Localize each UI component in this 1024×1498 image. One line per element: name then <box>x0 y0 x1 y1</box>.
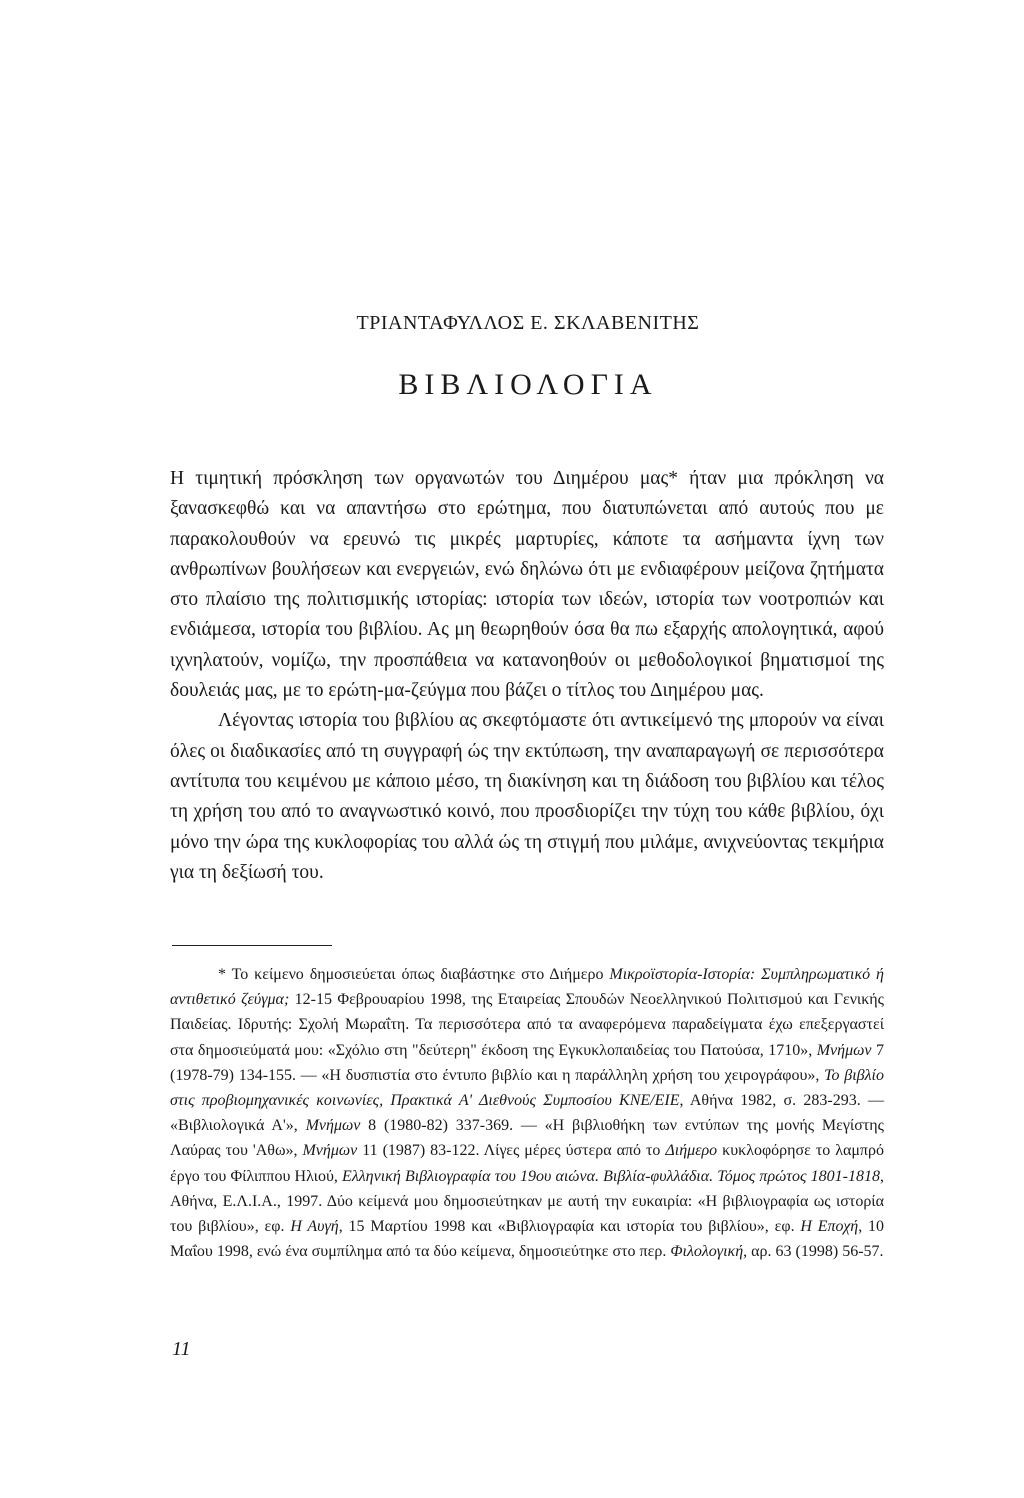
footnote-italic-segment: Η Εποχή <box>800 1218 859 1236</box>
footnote-segment: 8 (1980-82) 337-369. — «Η βιβλιοθήκη των εντύπων της μονής Μεγίστης Λαύρας του 'Αθω», <box>170 1117 884 1160</box>
footnote-segment: , 15 Μαρτίου 1998 και «Βιβλιογραφία και ιστορία του βιβλίου», εφ. <box>338 1218 801 1236</box>
footnote-segment: 7 (1978-79) 134-155. — «Η δυσπιστία στο έντυπο βιβλίο και η παράλληλη χρήση του χειρογράφου», <box>170 1041 884 1084</box>
footnote-segment: , 10 Μαΐου 1998, ενώ ένα συμπίλημα από τα δύο κείμενα, δημοσιεύτηκε στο περ. <box>170 1218 885 1261</box>
page-number: 11 <box>172 1338 191 1360</box>
footnote-italic-segment: Μικροϊστορία-Ιστορία: Συμπληρωματικό ή αντιθετικό ζεύγμα; <box>170 966 884 1009</box>
footnote-italic-segment: Η Αυγή <box>290 1218 339 1236</box>
footnote-text <box>170 966 884 1260</box>
footnote-italic-segment: Φιλολογική <box>670 1243 744 1261</box>
footnote-separator <box>172 945 332 946</box>
paragraph-1: Η τιμητική πρόσκληση των οργανωτών του Διημέρου μας* ήταν μια πρόκληση να ξανασκεφθώ και να απαντήσω στο ερώτημα, που διατυπώνεται από αυτούς που με παρακολουθούν να ερευνώ τις μικρές μαρτυρίες, κάποτε τα ασήμαντα ίχνη των ανθρωπίνων βουλήσεων και ενεργειών, ενώ δηλώνω ότι με ενδιαφέρουν μείζονα ζητήματα στο πλαίσιο της πολιτισμικής ιστορίας: ιστορία των ιδεών, ιστορία των νοοτροπιών και ενδιάμεσα, ιστορία του βιβλίου. Ας μη θεωρηθούν όσα θα πω εξαρχής απολογητικά, αφού ιχνηλατούν, νομίζω, την προσπάθεια να κατανοηθούν οι μεθοδολογικοί βηματισμοί της δουλειάς μας, με το ερώτη-μα-ζεύγμα που βάζει ο τίτλος του Διημέρου μας. <box>170 468 884 702</box>
footnote-italic-segment: Ελληνική Βιβλιογραφία του 19ου αιώνα. Βιβλία-φυλλάδια. Τόμος πρώτος 1801-1818 <box>342 1167 880 1185</box>
footnote-segment: 12-15 Φεβρουαρίου 1998, της Εταιρείας Σπουδών Νεοελληνικού Πολιτισμού και Γενικής Παιδείας. Ιδρυτής: Σχολή Μωραΐτη. Τα περισσότερα από τα αναφερόμενα παραδείγματα έχω επεξεργαστεί στα δημοσιεύματά μου: «Σχόλιο στη "δεύτερη" έκδοση της Εγκυκλοπαιδείας του Πατούσα, 1710», <box>170 991 884 1059</box>
footnote-italic-segment: Μνήμων <box>816 1041 872 1059</box>
footnote-marker: * <box>218 966 226 983</box>
footnote <box>170 962 884 1264</box>
footnote-segment: , Αθήνα 1982, σ. 283-293. — «Βιβλιολογικά Α'», <box>170 1092 884 1135</box>
footnote-segment: , Αθήνα, Ε.Λ.Ι.Α., 1997. Δύο κείμενά μου δημοσιεύτηκαν με αυτή την ευκαιρία: «Η βιβλιογραφία ως ιστορία του βιβλίου», εφ. <box>170 1167 884 1236</box>
footnote-italic-segment: Μνήμων <box>305 1117 361 1135</box>
footnote-segment: Το κείμενο δημοσιεύεται όπως διαβάστηκε στο Διήμερο <box>226 966 610 983</box>
main-text <box>170 464 884 888</box>
chapter-title: ΒΙΒΛΙΟΛΟΓΙΑ <box>398 368 658 401</box>
footnote-segment: κυκλοφόρησε το λαμπρό έργο του Φίλιππου Ηλιού, <box>170 1142 884 1185</box>
footnote-segment: , αρ. 63 (1998) 56-57. <box>743 1243 884 1261</box>
author-name: ΤΡΙΑΝΤΑΦΥΛΛΟΣ Ε. ΣΚΛΑΒΕΝΙΤΗΣ <box>356 312 700 334</box>
footnote-italic-segment: Το βιβλίο στις προβιομηχανικές κοινωνίες, Πρακτικά Α' Διεθνούς Συμποσίου ΚΝΕ/ΕΙΕ <box>170 1066 885 1110</box>
footnote-segment: 11 (1987) 83-122. Λίγες μέρες ύστερα από το <box>357 1142 666 1160</box>
footnote-italic-segment: Διήμερο <box>665 1142 718 1160</box>
footnote-italic-segment: Μνήμων <box>302 1142 358 1160</box>
paragraph-2: Λέγοντας ιστορία του βιβλίου ας σκεφτόμαστε ότι αντικείμενό της μπορούν να είναι όλες οι διαδικασίες από τη συγγραφή ώς την εκτύπωση, την αναπαραγωγή σε περισσότερα αντίτυπα του κειμένου με κάποιο μέσο, τη διακίνηση και τη διάδοση του βιβλίου και τέλος τη χρήση του από το αναγνωστικό κοινό, που προσδιορίζει την τύχη του κάθε βιβλίου, όχι μόνο την ώρα της κυκλοφορίας του αλλά ώς τη στιγμή που μιλάμε, ανιχνεύοντας τεκμήρια για τη δεξίωσή του. <box>170 710 884 883</box>
